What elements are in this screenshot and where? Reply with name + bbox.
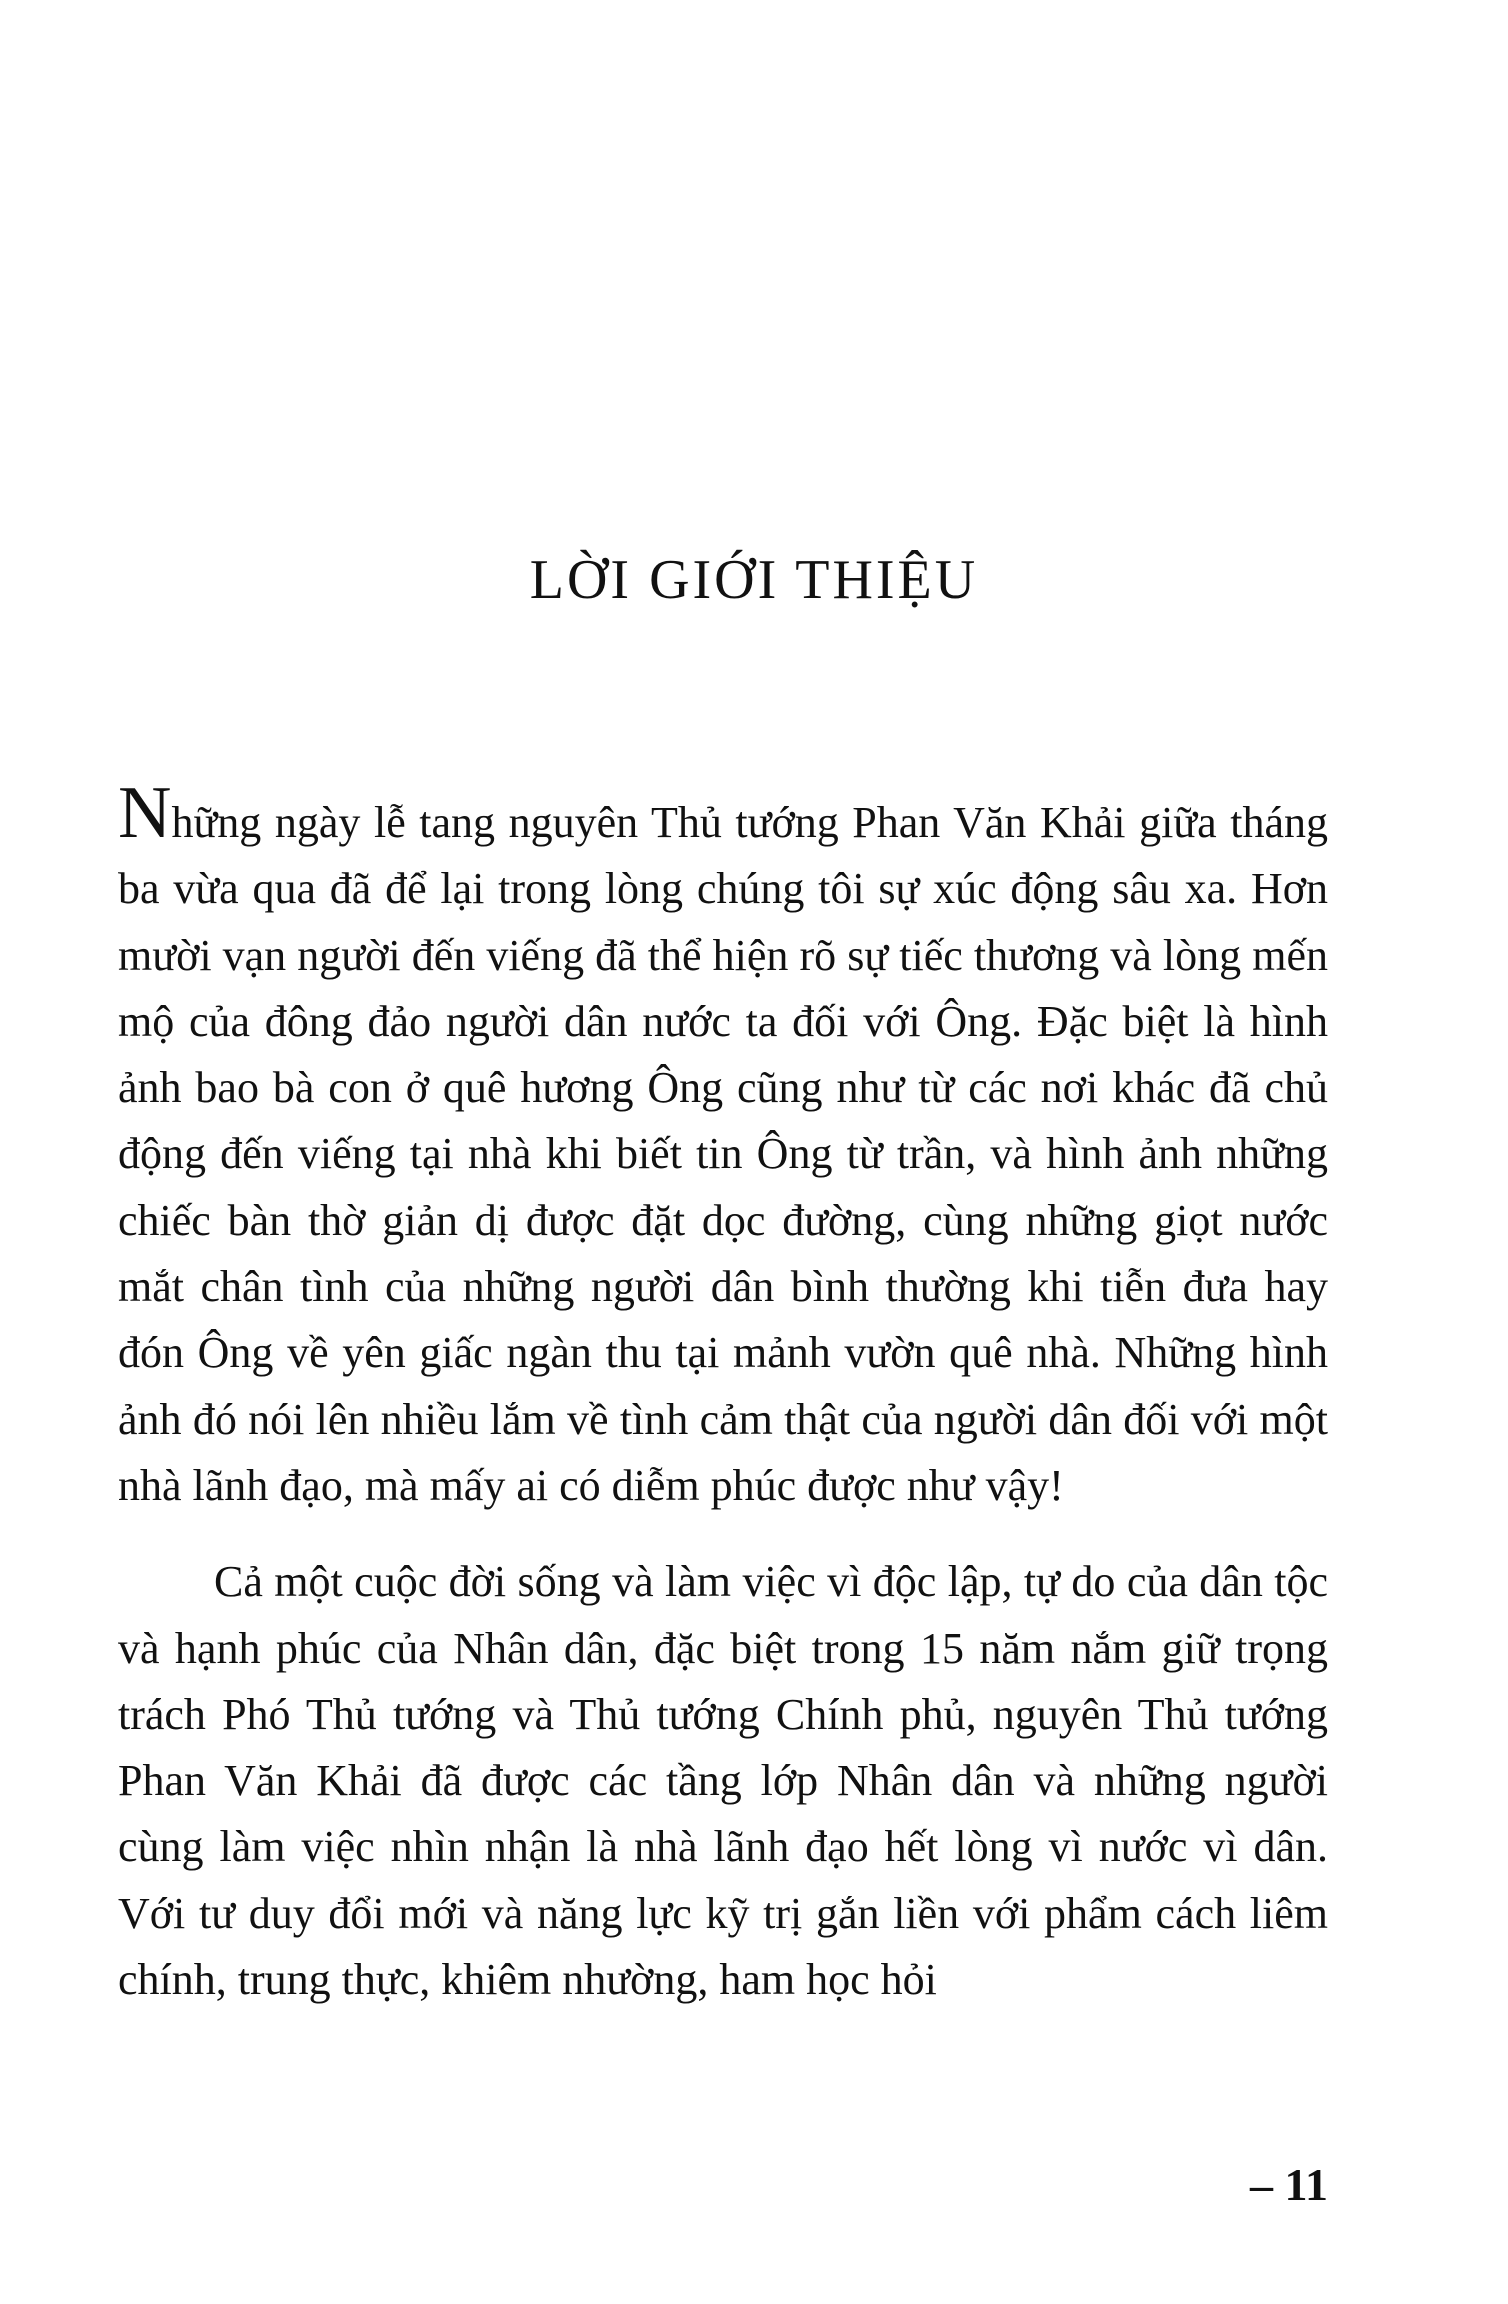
page-number: – 11 (1250, 2159, 1328, 2210)
paragraph-1 (118, 772, 1328, 1519)
body-text (118, 772, 1328, 2013)
drop-cap: N (118, 772, 172, 854)
paragraph-1-text: hững ngày lễ tang nguyên Thủ tướng Phan Văn Khải giữa tháng ba vừa qua đã để lại trong lòng chúng tôi sự xúc động sâu xa. Hơn mười vạn người đến viếng đã thể hiện rõ sự tiếc thương và lòng mến mộ của đông đảo người dân nước ta đối với Ông. Đặc biệt là hình ảnh bao bà con ở quê hương Ông cũng như từ các nơi khác đã chủ động đến viếng tại nhà khi biết tin Ông từ trần, và hình ảnh những chiếc bàn thờ giản dị được đặt dọc đường, cùng những giọt nước mắt chân tình của những người dân bình thường khi tiễn đưa hay đón Ông về yên giấc ngàn thu tại mảnh vườn quê nhà. Những hình ảnh đó nói lên nhiều lắm về tình cảm thật của người dân đối với một nhà lãnh đạo, mà mấy ai có diễm phúc được như vậy! (118, 798, 1328, 1510)
paragraph-2: Cả một cuộc đời sống và làm việc vì độc lập, tự do của dân tộc và hạnh phúc của Nhân dân, đặc biệt trong 15 năm nắm giữ trọng trách Phó Thủ tướng và Thủ tướng Chính phủ, nguyên Thủ tướng Phan Văn Khải đã được các tầng lớp Nhân dân và những người cùng làm việc nhìn nhận là nhà lãnh đạo hết lòng vì nước vì dân. Với tư duy đổi mới và năng lực kỹ trị gắn liền với phẩm cách liêm chính, trung thực, khiêm nhường, ham học hỏi (118, 1557, 1328, 2005)
page-title: LỜI GIỚI THIỆU (529, 549, 979, 611)
